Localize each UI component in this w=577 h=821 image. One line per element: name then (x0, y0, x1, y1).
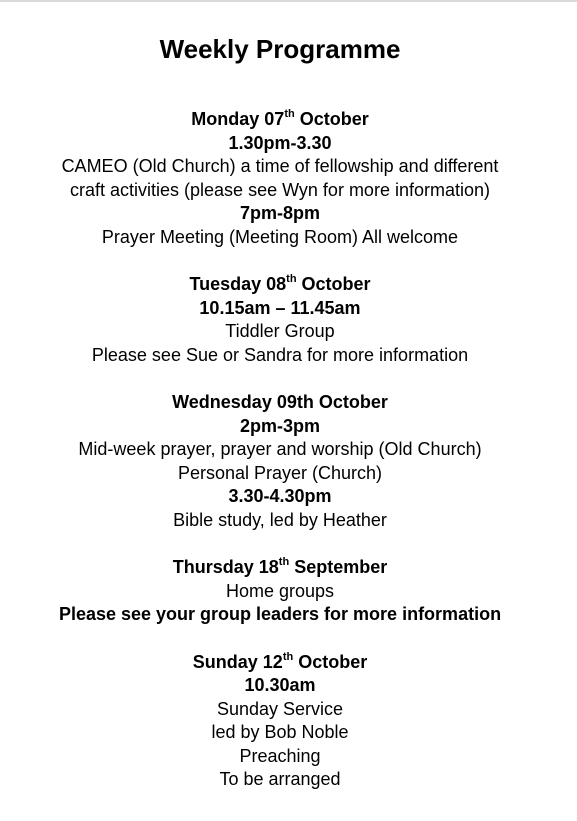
day-block-monday (0, 108, 560, 249)
day-block-tuesday (0, 273, 560, 367)
time-slot: 10.30am (244, 675, 316, 695)
event-description: led by Bob Noble (211, 722, 349, 742)
event-description: Preaching (239, 745, 321, 766)
time-slot: 7pm-8pm (239, 203, 320, 223)
event-note: Please see your group leaders for more information (58, 604, 502, 624)
day-heading: Thursday 18th September (172, 556, 388, 577)
event-description: CAMEO (Old Church) a time of fellowship and different (61, 156, 499, 176)
event-description: Personal Prayer (Church) (177, 462, 383, 483)
event-description: Mid-week prayer, prayer and worship (Old Church) (78, 439, 482, 459)
event-description: Please see Sue or Sandra for more information (91, 344, 469, 365)
event-description: Home groups (225, 580, 335, 601)
event-description: craft activities (please see Wyn for more information) (70, 179, 490, 200)
day-heading: Monday 07th October (191, 108, 369, 129)
page-title: Weekly Programme (159, 34, 401, 64)
day-heading: Sunday 12th October (192, 650, 368, 672)
event-description: Sunday Service (216, 698, 344, 719)
event-description: Bible study, led by Heather (173, 509, 387, 530)
day-block-wednesday (0, 391, 560, 532)
day-heading: Tuesday 08th October (189, 273, 371, 294)
time-slot: 3.30-4.30pm (228, 486, 332, 506)
time-slot: 10.15am – 11.45am (199, 297, 361, 318)
event-description: To be arranged (219, 769, 341, 789)
day-block-thursday (0, 556, 560, 627)
time-slot: 2pm-3pm (239, 415, 320, 436)
day-block-sunday (0, 651, 560, 792)
day-heading: Wednesday 09th October (172, 392, 388, 412)
event-description: Tiddler Group (225, 321, 335, 341)
time-slot: 1.30pm-3.30 (228, 132, 332, 153)
event-description: Prayer Meeting (Meeting Room) All welcome (101, 226, 459, 247)
